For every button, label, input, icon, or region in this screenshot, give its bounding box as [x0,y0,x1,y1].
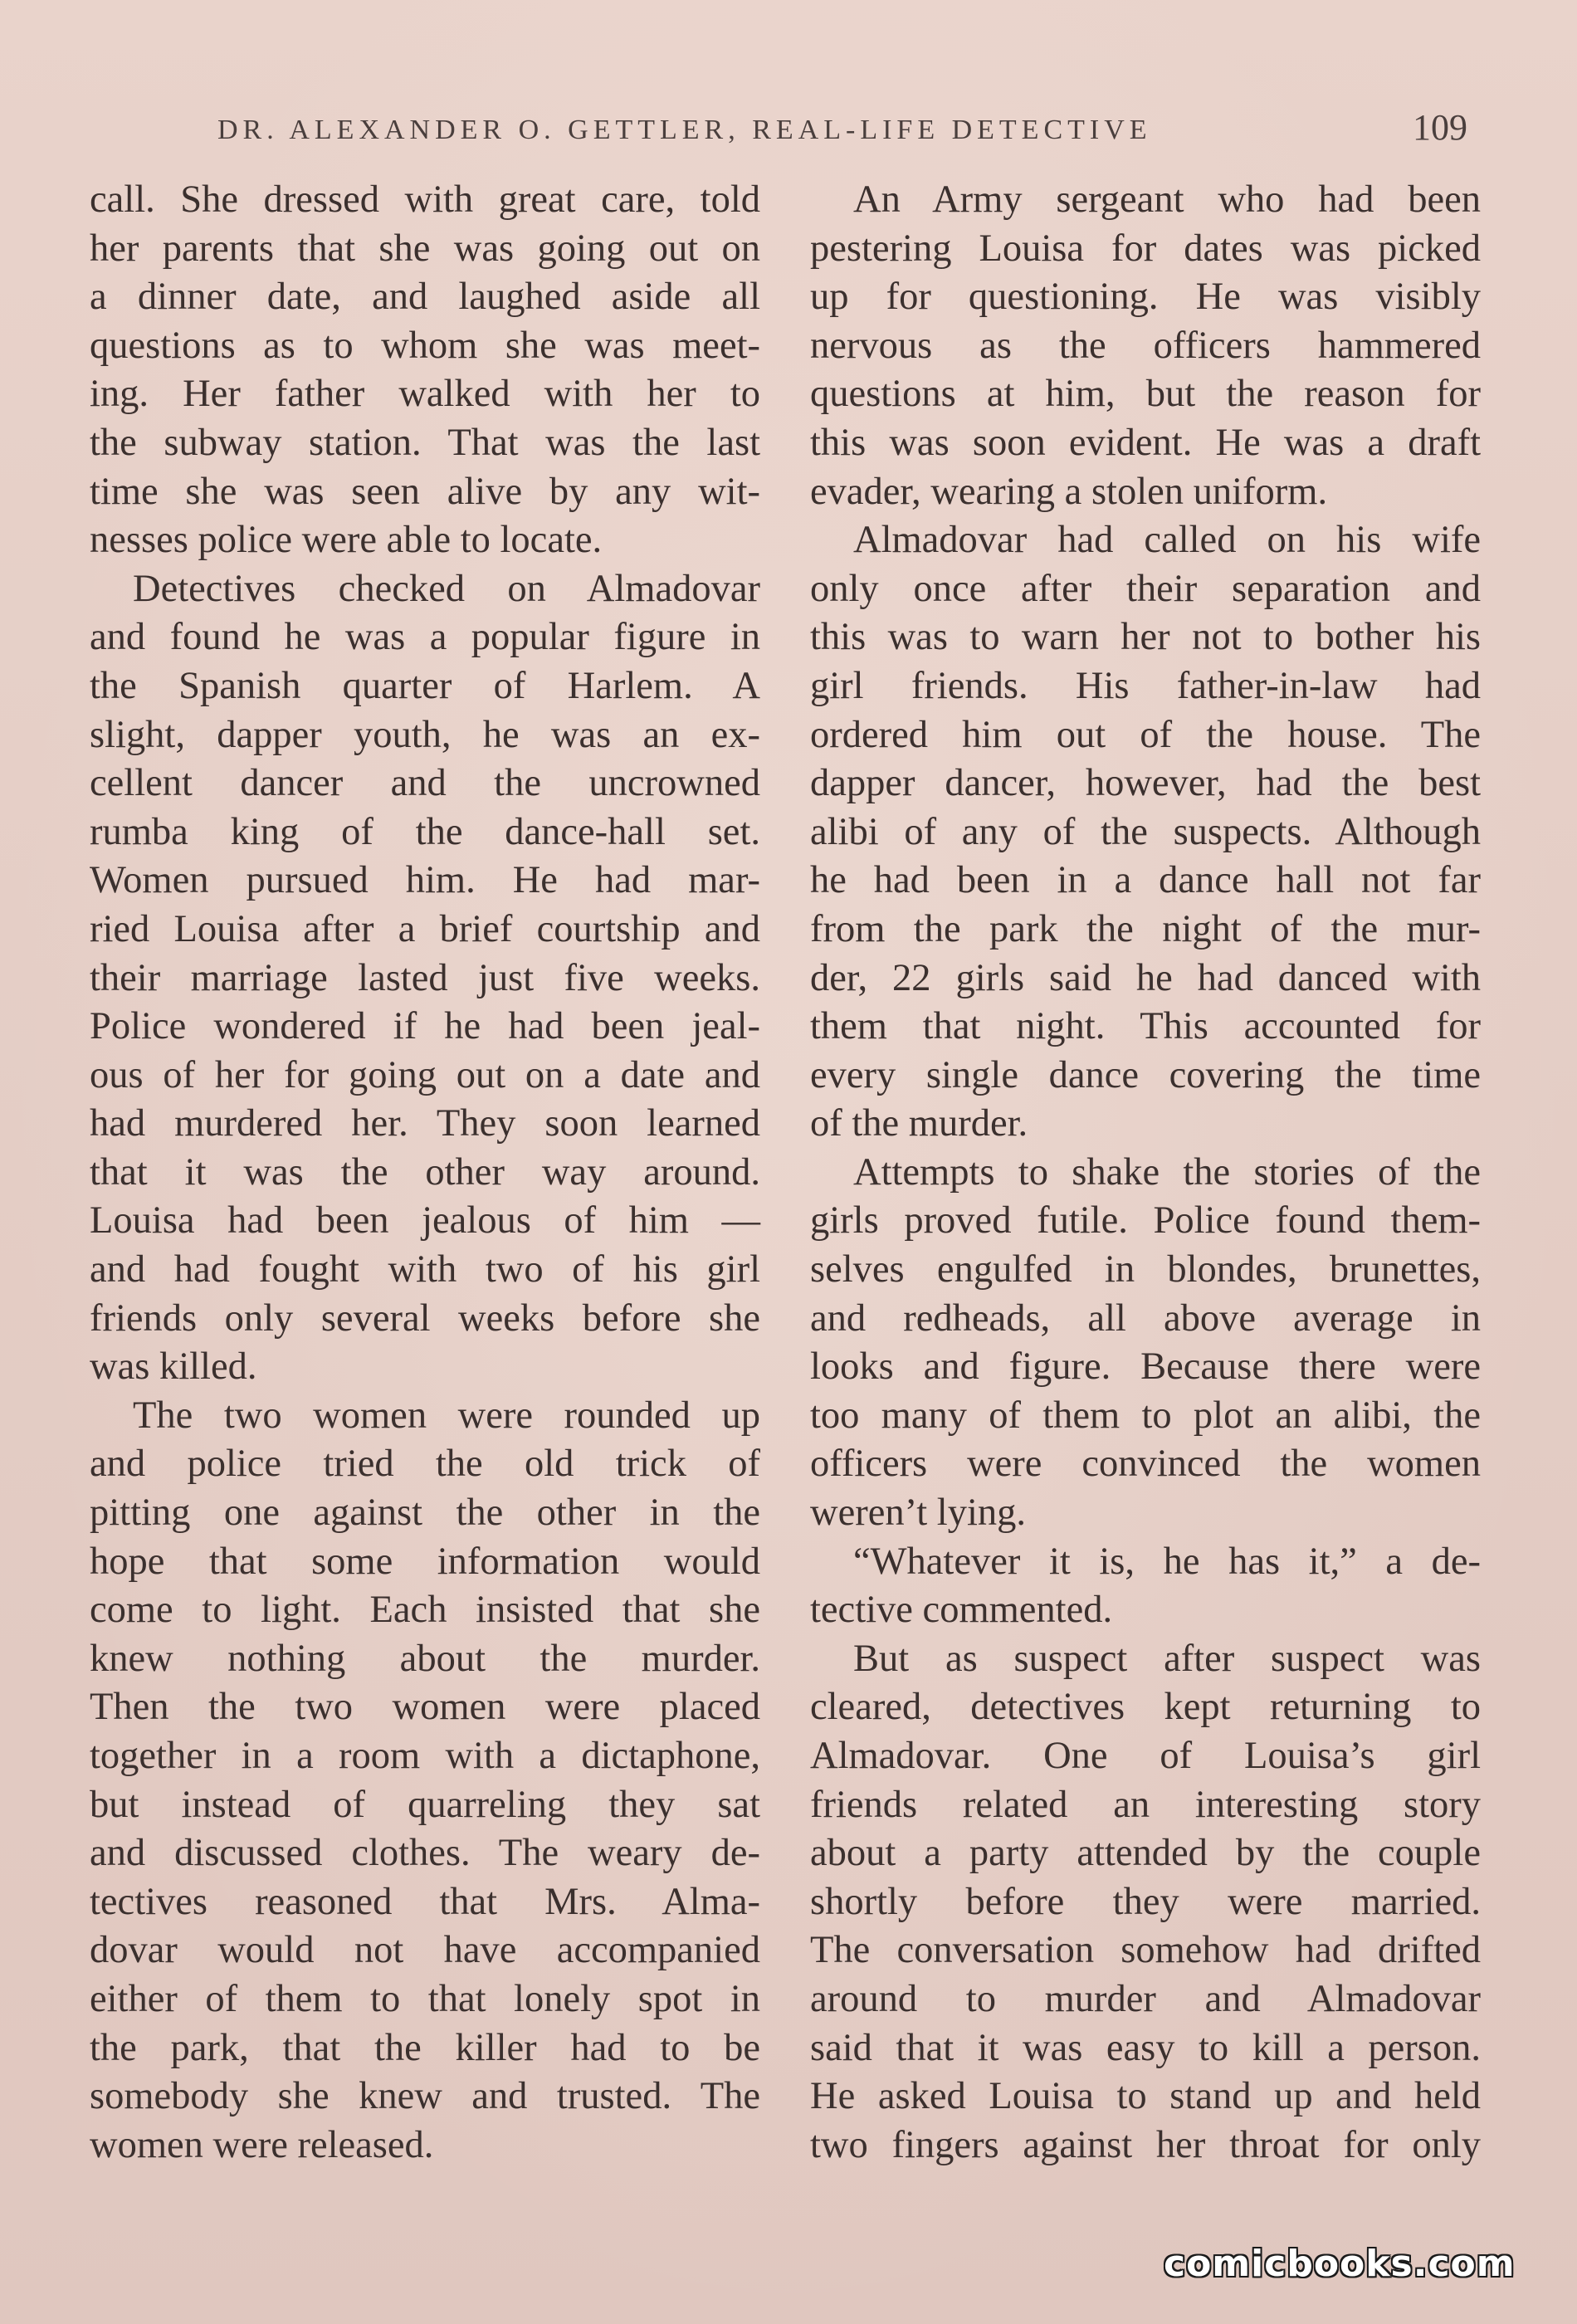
text-line: ous of her for going out on a date and [90,1053,760,1096]
text-line: slight, dapper youth, he was an ex- [90,713,760,756]
text-line: cleared, detectives kept returning to [810,1686,1481,1729]
text-line: nesses police were able to locate. [90,519,603,562]
text-line: pestering Louisa for dates was picked [810,227,1481,270]
text-line: Detectives checked on Almadovar [133,567,760,610]
text-line: of the murder. [810,1102,1028,1145]
text-line: questions as to whom she was meet- [90,324,760,367]
text-line: shortly before they were married. [810,1880,1481,1923]
text-line: Attempts to shake the stories of the [853,1150,1481,1194]
text-line: around to murder and Almadovar [810,1977,1481,2020]
text-line: ried Louisa after a brief courtship and [90,907,760,950]
text-line: only once after their separation and [810,567,1481,610]
text-line: cellent dancer and the uncrowned [90,762,760,805]
text-line: Almadovar. One of Louisa’s girl [810,1735,1481,1777]
site-watermark: comicbooks.com [1164,2243,1516,2285]
text-line: questions at him, but the reason for [810,373,1481,416]
text-line: friends related an interesting story [810,1783,1481,1826]
text-line: Women pursued him. He had mar- [90,859,760,902]
text-line: this was to warn her not to bother his [810,616,1481,659]
running-head: DR. ALEXANDER O. GETTLER, REAL-LIFE DETECTIVE [217,115,1152,145]
text-line: and discussed clothes. The weary de- [90,1832,760,1875]
text-line: But as suspect after suspect was [853,1637,1481,1680]
text-line: dapper dancer, however, had the best [810,762,1481,805]
text-line: selves engulfed in blondes, brunettes, [810,1248,1481,1291]
text-line: rumba king of the dance-hall set. [90,810,760,853]
right-column [810,176,1481,2170]
text-line: The conversation somehow had drifted [810,1929,1481,1972]
text-line: come to light. Each insisted that she [90,1589,760,1632]
text-line: her parents that she was going out on [90,227,760,270]
text-line: either of them to that lonely spot in [90,1977,760,2020]
text-line: dovar would not have accompanied [90,1929,760,1972]
text-line: from the park the night of the mur- [810,907,1481,950]
text-line: that it was the other way around. [90,1150,760,1194]
text-line: their marriage lasted just five weeks. [90,956,760,999]
text-line: women were released. [90,2123,434,2166]
text-line: girls proved futile. Police found them- [810,1199,1481,1243]
text-line: was killed. [90,1345,257,1389]
text-line: about a party attended by the couple [810,1832,1481,1875]
text-line: the Spanish quarter of Harlem. A [90,664,760,707]
text-line: alibi of any of the suspects. Although [810,810,1481,853]
text-line: said that it was easy to kill a person. [810,2026,1481,2069]
text-line: had murdered her. They soon learned [90,1102,760,1145]
text-line: officers were convinced the women [810,1443,1481,1486]
text-line: Louisa had been jealous of him — [90,1199,760,1243]
text-line: he had been in a dance hall not far [810,859,1481,902]
text-line: every single dance covering the time [810,1053,1481,1096]
text-line: evader, wearing a stolen uniform. [810,470,1328,513]
text-line: pitting one against the other in the [90,1492,760,1535]
text-line: Almadovar had called on his wife [853,519,1481,562]
text-line: The two women were rounded up [133,1394,760,1437]
text-line: “Whatever it is, he has it,” a de- [853,1540,1481,1583]
text-line: this was soon evident. He was a draft [810,421,1481,464]
text-line: girl friends. His father-in-law had [810,664,1481,707]
text-line: Then the two women were placed [90,1686,760,1729]
text-line: together in a room with a dictaphone, [90,1735,760,1777]
text-line: ing. Her father walked with her to [90,373,760,416]
left-column [90,176,760,2170]
text-line: He asked Louisa to stand up and held [810,2075,1481,2118]
text-line: friends only several weeks before she [90,1296,760,1340]
text-line: looks and figure. Because there were [810,1345,1481,1389]
text-line: and police tried the old trick of [90,1443,760,1486]
text-line: ordered him out of the house. The [810,713,1481,756]
text-line: Police wondered if he had been jeal- [90,1005,760,1048]
text-line: knew nothing about the murder. [90,1637,760,1680]
text-line: a dinner date, and laughed aside all [90,276,760,319]
text-line: the subway station. That was the last [90,421,760,464]
text-line: two fingers against her throat for only [810,2123,1481,2166]
text-line: up for questioning. He was visibly [810,276,1481,319]
text-line: call. She dressed with great care, told [90,178,760,221]
text-line: time she was seen alive by any wit- [90,470,760,513]
text-line: and found he was a popular figure in [90,616,760,659]
text-line: and redheads, all above average in [810,1296,1481,1340]
text-line: nervous as the officers hammered [810,324,1481,367]
text-line: and had fought with two of his girl [90,1248,760,1291]
text-line: weren’t lying. [810,1492,1026,1535]
text-line: them that night. This accounted for [810,1005,1481,1048]
text-line: tectives reasoned that Mrs. Alma- [90,1880,760,1923]
page-number: 109 [1413,107,1467,148]
text-line: tective commented. [810,1589,1113,1632]
text-line: somebody she knew and trusted. The [90,2075,760,2118]
text-line: hope that some information would [90,1540,760,1583]
text-line: but instead of quarreling they sat [90,1783,760,1826]
text-line: the park, that the killer had to be [90,2026,760,2069]
text-line: An Army sergeant who had been [853,178,1481,221]
text-line: der, 22 girls said he had danced with [810,956,1481,999]
text-line: too many of them to plot an alibi, the [810,1394,1481,1437]
